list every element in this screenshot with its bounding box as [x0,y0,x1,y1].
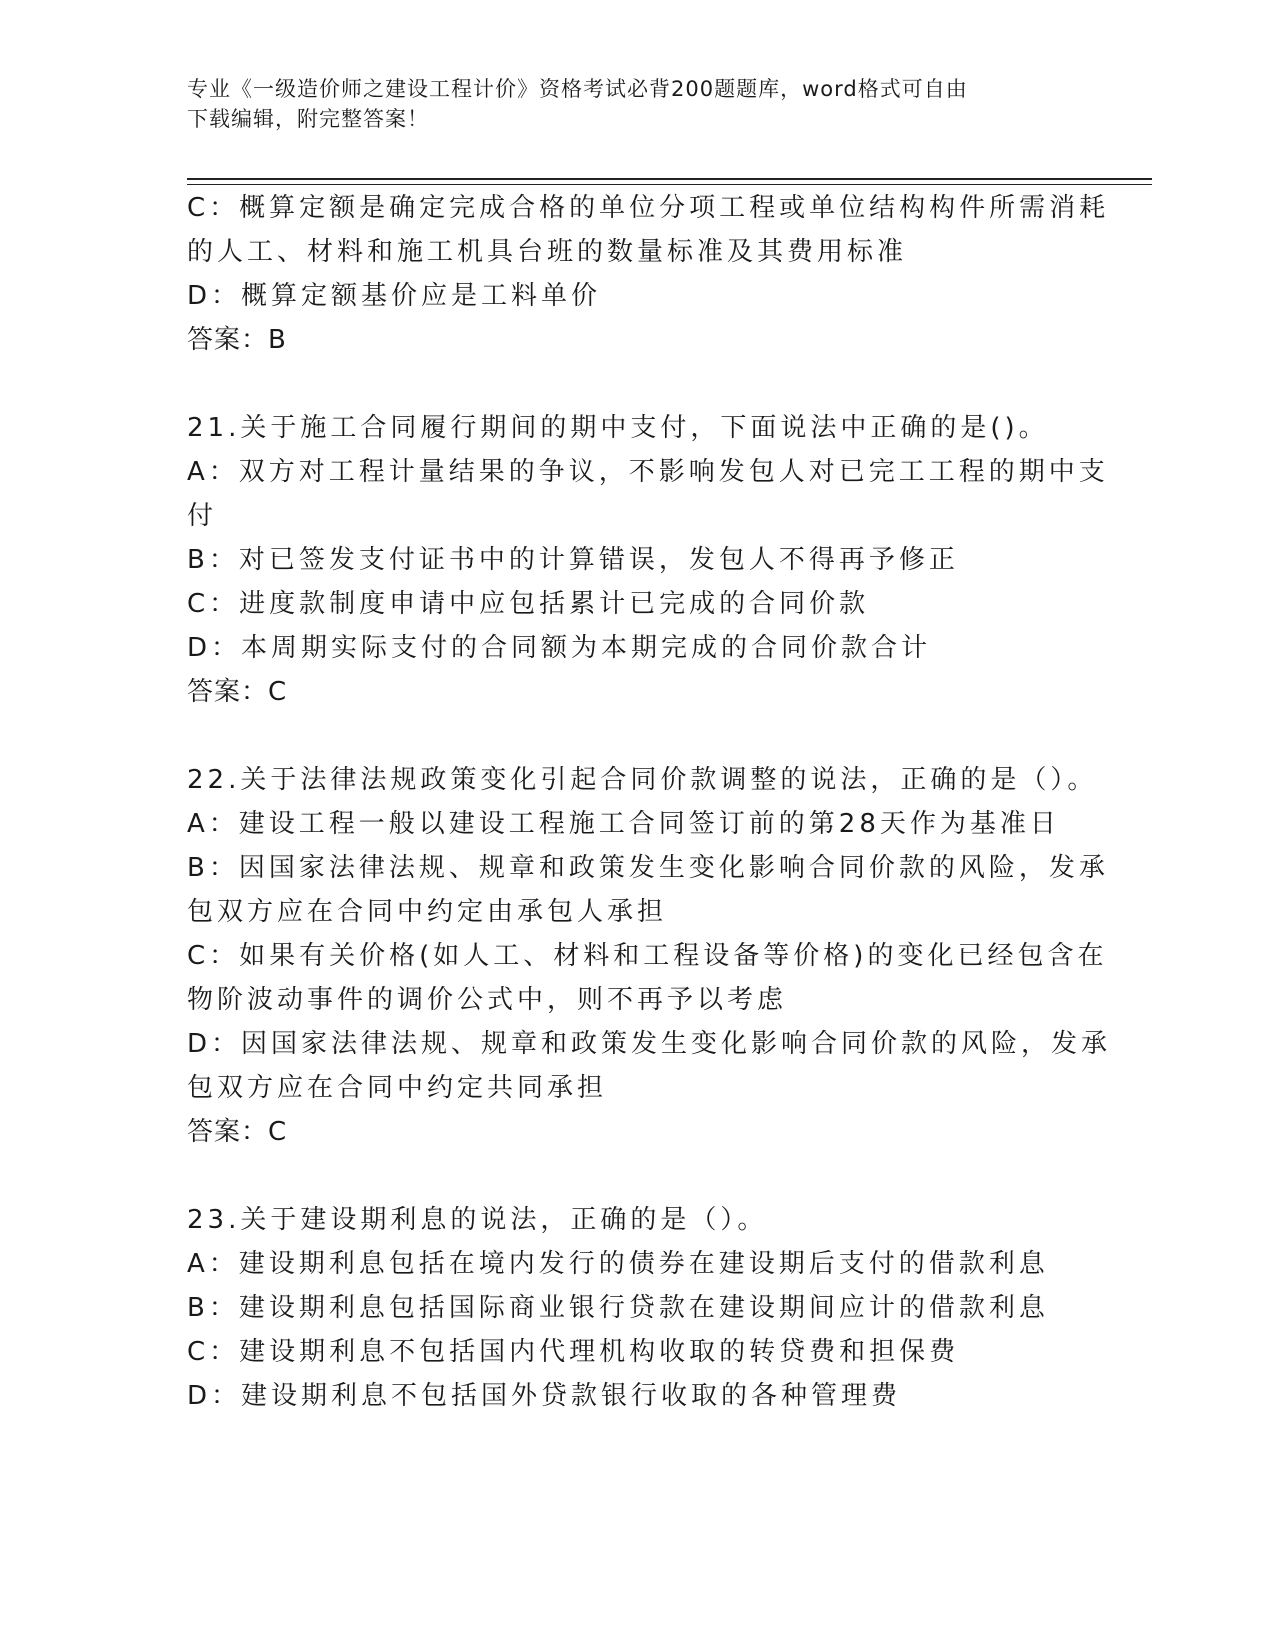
document-header [187,74,1077,134]
q22-option-a: A：建设工程一般以建设工程施工合同签订前的第28天作为基准日 [187,809,1060,839]
q23-option-a: A：建设期利息包括在境内发行的债券在建设期后支付的借款利息 [187,1249,1049,1279]
q22-answer: 答案：C [187,1117,288,1147]
q21-answer: 答案：C [187,677,288,707]
q22-stem: 22.关于法律法规政策变化引起合同价款调整的说法，正确的是（）。 [187,765,1098,795]
q21-option-a-line-2: 付 [187,501,218,531]
prev-option-c-line-2: 的人工、材料和施工机具台班的数量标准及其费用标准 [187,237,908,267]
q21-stem: 21.关于施工合同履行期间的期中支付，下面说法中正确的是()。 [187,413,1049,443]
q22-option-d-line-1: D：因国家法律法规、规章和政策发生变化影响合同价款的风险，发承 [187,1029,1112,1059]
q22-option-c-line-1: C：如果有关价格(如人工、材料和工程设备等价格)的变化已经包含在 [187,941,1108,971]
q22-option-b-line-2: 包双方应在合同中约定由承包人承担 [187,897,668,927]
q23-option-c: C：建设期利息不包括国内代理机构收取的转贷费和担保费 [187,1337,960,1367]
q23-option-d: D：建设期利息不包括国外贷款银行收取的各种管理费 [187,1381,902,1411]
q21-option-b: B：对已签发支付证书中的计算错误，发包人不得再予修正 [187,545,959,575]
q22-option-c-line-2: 物阶波动事件的调价公式中，则不再予以考虑 [187,985,788,1015]
prev-answer: 答案：B [187,325,287,355]
q21-option-a-line-1: A：双方对工程计量结果的争议，不影响发包人对已完工工程的期中支 [187,457,1109,487]
header-divider-thick [187,178,1152,180]
header-line-1: 专业《一级造价师之建设工程计价》资格考试必背200题题库，word格式可自由 [187,77,968,101]
q23-option-b: B：建设期利息包括国际商业银行贷款在建设期间应计的借款利息 [187,1293,1049,1323]
prev-option-d: D：概算定额基价应是工料单价 [187,281,602,311]
header-divider-thin [187,184,1152,185]
prev-option-c-line-1: C：概算定额是确定完成合格的单位分项工程或单位结构构件所需消耗 [187,193,1110,223]
q23-stem: 23.关于建设期利息的说法，正确的是（）。 [187,1205,768,1235]
q21-option-c: C：进度款制度申请中应包括累计已完成的合同价款 [187,589,870,619]
q22-option-b-line-1: B：因国家法律法规、规章和政策发生变化影响合同价款的风险，发承 [187,853,1109,883]
q22-option-d-line-2: 包双方应在合同中约定共同承担 [187,1073,608,1103]
q21-option-d: D：本周期实际支付的合同额为本期完成的合同价款合计 [187,633,932,663]
header-line-2: 下载编辑，附完整答案！ [187,107,429,131]
